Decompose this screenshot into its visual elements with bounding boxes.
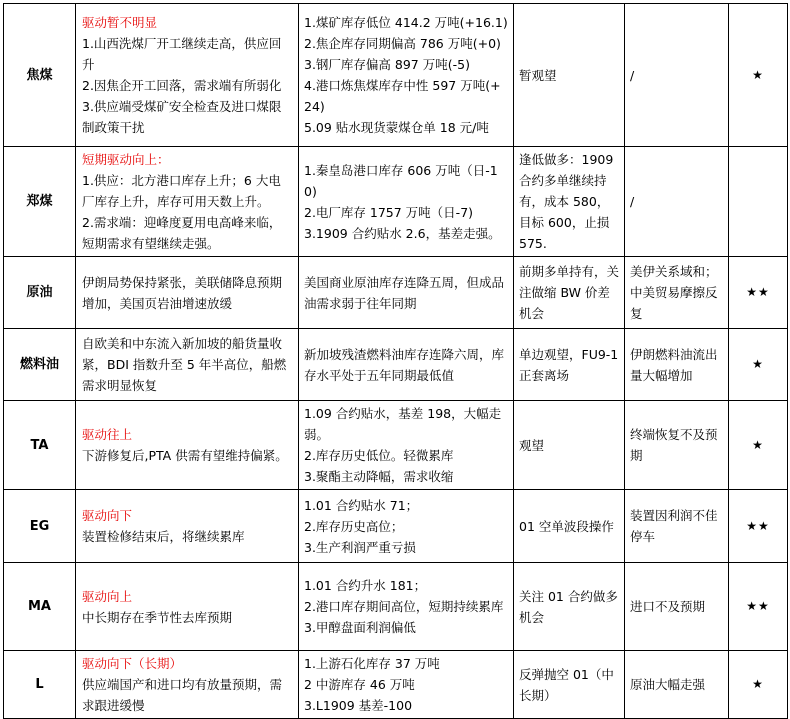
commodity-name: MA [28, 599, 51, 614]
risk-cell [625, 4, 729, 147]
driver-cell [76, 563, 299, 651]
inventory-text: 3.L1909 基差-100 [304, 698, 413, 713]
strategy-text: 逢低做多：1909 合约多单继续持有，成本 580，目标 600，止损 575. [519, 152, 614, 251]
commodity-name-cell [4, 651, 76, 719]
inventory-text: 2.库存历史低位。轻微累库 [304, 448, 454, 463]
inventory-basis-cell [299, 329, 514, 401]
driver-text: 自欧美和中东流入新加坡的船货量收紧，BDI 指数升至 5 年半高位，船燃需求明显恢复 [82, 336, 287, 393]
strategy-cell [514, 257, 625, 329]
rating-cell [729, 329, 788, 401]
driver-cell [76, 257, 299, 329]
table-row [4, 257, 788, 329]
star-rating: ★ [752, 677, 764, 691]
rating-cell [729, 651, 788, 719]
risk-cell [625, 257, 729, 329]
strategy-cell [514, 401, 625, 490]
inventory-text: 2.港口库存期间高位，短期持续累库 [304, 599, 504, 614]
inventory-text: 1.09 合约贴水，基差 198，大幅走弱。 [304, 406, 502, 442]
risk-cell [625, 651, 729, 719]
commodity-name: TA [30, 437, 49, 453]
strategy-text: 观望 [519, 437, 545, 453]
star-rating: ★ [752, 67, 764, 82]
inventory-text: 3.甲醇盘面利润偏低 [304, 620, 416, 635]
driver-cell [76, 147, 299, 257]
strategy-text: 反弹抛空 01（中长期） [519, 666, 614, 703]
driver-text: 中长期存在季节性去库预期 [82, 609, 233, 625]
risk-text: 美伊关系域和；中美贸易摩擦反复 [630, 264, 718, 321]
inventory-basis-cell [299, 147, 514, 257]
driver-text: 伊朗局势保持紧张，美联储降息预期增加，美国页岩油增速放缓 [82, 274, 283, 311]
inventory-basis-cell [299, 563, 514, 651]
driver-title: 驱动向下 [82, 508, 133, 523]
commodity-name-cell [4, 257, 76, 329]
table-row [4, 490, 788, 563]
driver-title: 驱动向下（长期） [82, 656, 183, 671]
risk-text: 终端恢复不及预期 [630, 427, 718, 463]
strategy-cell [514, 490, 625, 563]
inventory-text: 2.库存历史高位； [304, 518, 404, 534]
commodity-name: 郑煤 [26, 194, 53, 209]
inventory-text: 5.09 贴水现货蒙煤仓单 18 元/吨 [304, 120, 489, 135]
inventory-basis-cell [299, 401, 514, 490]
strategy-text: 单边观望，FU9-1 正套离场 [519, 346, 619, 383]
rating-cell [729, 490, 788, 563]
star-rating: ★★ [746, 285, 770, 299]
table-row [4, 4, 788, 147]
strategy-cell [514, 4, 625, 147]
inventory-text: 1.煤矿库存低位 414.2 万吨(+16.1) [304, 15, 508, 30]
inventory-basis-cell [299, 651, 514, 719]
inventory-text: 1.秦皇岛港口库存 606 万吨（日-10) [304, 162, 498, 199]
inventory-text: 1.01 合约升水 181； [304, 578, 427, 593]
star-rating: ★★ [746, 518, 770, 533]
inventory-text: 美国商业原油库存连降五周，但成品油需求弱于往年同期 [304, 274, 505, 311]
driver-text: 下游修复后,PTA 供需有望维持偏紧。 [82, 448, 288, 463]
driver-text: 装置检修结束后，将继续累库 [82, 529, 245, 544]
inventory-text: 3.钢厂库存偏高 897 万吨(-5) [304, 57, 470, 72]
strategy-cell [514, 147, 625, 257]
commodity-name: EG [29, 518, 50, 534]
risk-cell [625, 147, 729, 257]
commodity-name-cell [4, 490, 76, 563]
star-rating: ★ [752, 357, 764, 371]
commodity-name: L [35, 677, 44, 692]
driver-text: 1.供应：北方港口库存上升；6 大电厂库存上升，库存可用天数上升。 [82, 173, 281, 209]
risk-cell [625, 329, 729, 401]
driver-title: 驱动往上 [82, 427, 133, 442]
commodity-name: 原油 [26, 285, 53, 300]
rating-cell [729, 563, 788, 651]
rating-cell [729, 401, 788, 490]
inventory-text: 2 中游库存 46 万吨 [304, 677, 415, 692]
inventory-basis-cell [299, 490, 514, 563]
strategy-text: 暂观望 [519, 67, 557, 83]
commodity-name: 燃料油 [19, 357, 59, 372]
inventory-text: 1.上游石化库存 37 万吨 [304, 656, 440, 671]
driver-text: 1.山西洗煤厂开工继续走高，供应回升 [82, 36, 282, 72]
rating-cell [729, 147, 788, 257]
strategy-text: 关注 01 合约做多机会 [519, 588, 618, 625]
rating-cell [729, 4, 788, 147]
inventory-text: 4.港口炼焦煤库存中性 597 万吨(+24) [304, 78, 501, 114]
table-row [4, 329, 788, 401]
table-row [4, 401, 788, 490]
risk-cell [625, 563, 729, 651]
driver-text: 2.因焦企开工回落，需求端有所弱化 [82, 78, 282, 93]
commodity-name-cell [4, 147, 76, 257]
commodity-name: 焦煤 [26, 67, 53, 83]
driver-cell [76, 401, 299, 490]
driver-cell [76, 490, 299, 563]
driver-cell [76, 651, 299, 719]
inventory-text: 新加坡残渣燃料油库存连降六周，库存水平处于五年同期最低值 [304, 346, 505, 383]
star-rating: ★★ [746, 599, 770, 613]
strategy-text: 前期多单持有，关注做缩 BW 价差机会 [519, 264, 620, 321]
strategy-cell [514, 329, 625, 401]
inventory-text: 3.生产利润严重亏损 [304, 539, 416, 555]
driver-title: 驱动向上 [82, 588, 133, 604]
inventory-text: 1.01 合约贴水 71； [304, 497, 419, 513]
risk-text: / [630, 67, 635, 83]
inventory-basis-cell [299, 4, 514, 147]
inventory-text: 2.电厂库存 1757 万吨（日-7) [304, 204, 474, 220]
inventory-basis-cell [299, 257, 514, 329]
commodity-name-cell [4, 401, 76, 490]
driver-cell [76, 329, 299, 401]
risk-cell [625, 401, 729, 490]
table-row [4, 563, 788, 651]
commodity-name-cell [4, 563, 76, 651]
commodity-name-cell [4, 329, 76, 401]
driver-cell [76, 4, 299, 147]
table-row [4, 651, 788, 719]
risk-text: / [630, 194, 635, 209]
risk-text: 装置因利润不佳停车 [630, 508, 718, 544]
driver-text: 3.供应端受煤矿安全检查及进口煤限制政策干扰 [82, 99, 282, 135]
inventory-text: 3.1909 合约贴水 2.6，基差走强。 [304, 225, 501, 241]
star-rating: ★ [752, 437, 764, 452]
rating-cell [729, 257, 788, 329]
risk-cell [625, 490, 729, 563]
strategy-cell [514, 651, 625, 719]
strategy-text: 01 空单波段操作 [519, 518, 614, 534]
commodity-strategy-table [3, 3, 788, 719]
driver-title: 短期驱动向上： [82, 152, 170, 167]
inventory-text: 2.焦企库存同期偏高 786 万吨(+0) [304, 36, 501, 51]
table-row [4, 147, 788, 257]
table-body [4, 4, 788, 719]
driver-text: 供应端国产和进口均有放量预期，需求跟进缓慢 [82, 677, 283, 713]
commodity-name-cell [4, 4, 76, 147]
driver-title: 驱动暂不明显 [82, 15, 158, 30]
inventory-text: 3.聚酯主动降幅，需求收缩 [304, 469, 454, 484]
driver-text: 2.需求端：迎峰度夏用电高峰来临，短期需求有望继续走强。 [82, 215, 282, 251]
risk-text: 原油大幅走强 [630, 677, 706, 692]
risk-text: 伊朗燃料油流出量大幅增加 [630, 346, 718, 383]
risk-text: 进口不及预期 [630, 599, 706, 614]
strategy-cell [514, 563, 625, 651]
